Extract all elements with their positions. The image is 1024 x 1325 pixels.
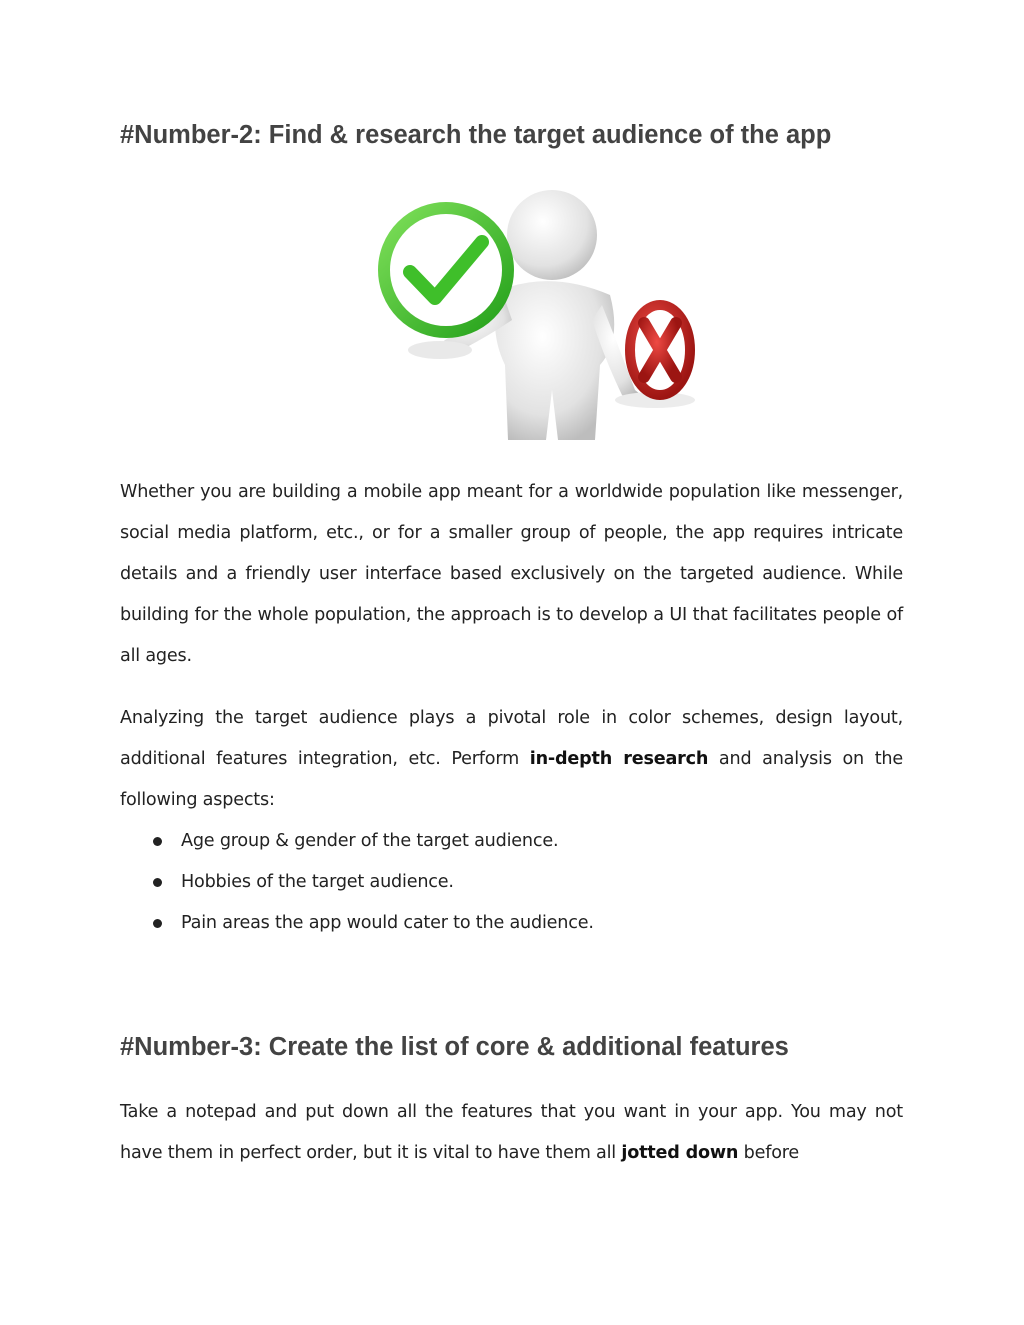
list-item — [120, 821, 903, 862]
paragraph-notepad — [120, 1092, 903, 1174]
check-icon — [384, 208, 508, 332]
cross-icon — [630, 305, 690, 395]
bold-jotted-down: jotted down — [621, 1143, 739, 1163]
bullet-icon — [153, 878, 162, 887]
list-item-text: Hobbies of the target audience. — [181, 872, 454, 892]
target-audience-illustration — [250, 190, 730, 445]
list-item-text: Age group & gender of the target audience. — [181, 831, 559, 851]
paragraph-target-audience: Whether you are building a mobile app meant for a worldwide population like messenger, social media platform, etc., or for a smaller group of people, the app requires intricate details and a friendly user interface based exclusively on the targeted audience. While building for the whole population, the approach is to develop a UI that facilitates people of all ages. — [120, 482, 903, 666]
aspects-bullet-list — [120, 821, 903, 944]
paragraph-text: and analysis on the following aspects: — [120, 749, 903, 810]
paragraph-text: Analyzing the target audience plays a pivotal role in color schemes, design layout, additional features integration, etc. Perform — [120, 708, 903, 769]
paragraph-text: before — [738, 1143, 800, 1163]
list-item-text: Pain areas the app would cater to the audience. — [181, 913, 594, 933]
paragraph-text: Take a notepad and put down all the features that you want in your app. You may not have them in perfect order, but it is vital to have them all — [120, 1102, 903, 1163]
bullet-icon — [153, 919, 162, 928]
bold-in-depth-research: in-depth research — [529, 749, 709, 769]
section-heading-number-3: #Number-3: Create the list of core & additional features — [120, 1033, 789, 1061]
section-heading-number-2: #Number-2: Find & research the target audience of the app — [120, 121, 832, 149]
list-item — [120, 862, 903, 903]
bullet-icon — [153, 837, 162, 846]
list-item — [120, 903, 903, 944]
paragraph-analyzing — [120, 698, 903, 821]
